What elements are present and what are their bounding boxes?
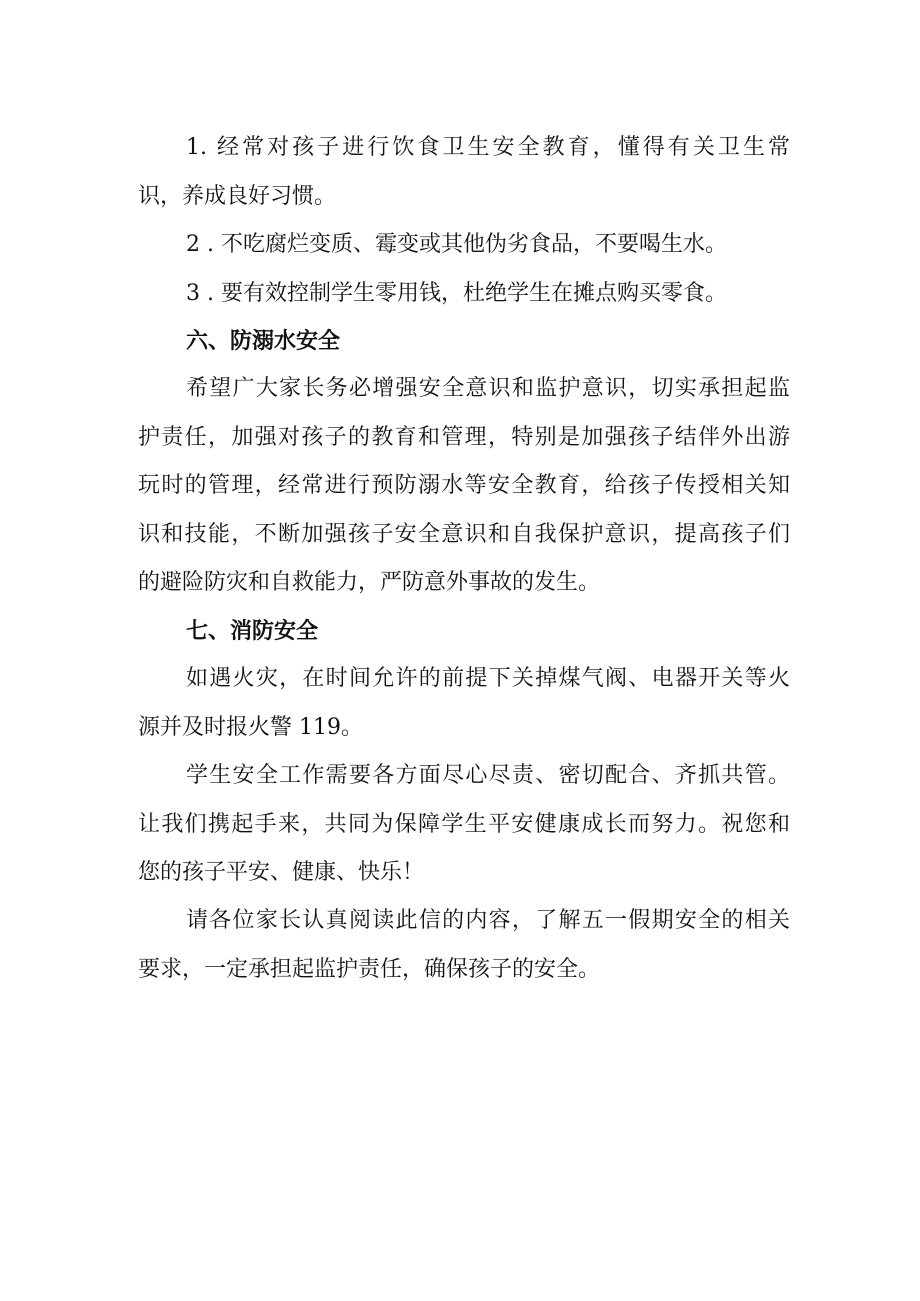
section6-line5: 的避险防灾和自救能力，严防意外事故的发生。 bbox=[138, 570, 601, 595]
section6-line4: 识和技能，不断加强孩子安全意识和自我保护意识，提高孩子们 bbox=[138, 522, 790, 547]
closing-para2-line1: 请各位家长认真阅读此信的内容，了解五一假期安全的相关 bbox=[186, 908, 790, 933]
section6-line3: 玩时的管理，经常进行预防溺水等安全教育，给孩子传授相关知 bbox=[138, 473, 790, 498]
section6-line2: 护责任，加强对孩子的教育和管理，特别是加强孩子结伴外出游 bbox=[138, 425, 790, 450]
section7-heading: 七、消防安全 bbox=[186, 619, 319, 644]
item2: 2 . 不吃腐烂变质、霉变或其他伪劣食品，不要喝生水。 bbox=[186, 232, 727, 257]
item1-line2: 识，养成良好习惯。 bbox=[138, 184, 337, 209]
section7-line2: 源并及时报火警 119。 bbox=[138, 715, 363, 740]
section6-line1: 希望广大家长务必增强安全意识和监护意识，切实承担起监 bbox=[186, 376, 790, 401]
closing-para1-line2: 让我们携起手来，共同为保障学生平安健康成长而努力。祝您和 bbox=[138, 812, 790, 837]
closing-para2-line2: 要求，一定承担起监护责任，确保孩子的安全。 bbox=[138, 957, 601, 982]
item1-line1: 1. 经常对孩子进行饮食卫生安全教育，懂得有关卫生常 bbox=[186, 135, 790, 160]
item3: 3 . 要有效控制学生零用钱，杜绝学生在摊点购买零食。 bbox=[186, 281, 727, 306]
section6-heading: 六、防溺水安全 bbox=[186, 329, 341, 354]
section7-line1: 如遇火灾，在时间允许的前提下关掉煤气阀、电器开关等火 bbox=[186, 666, 790, 691]
closing-para1-line3: 您的孩子平安、健康、快乐！ bbox=[138, 860, 425, 885]
closing-para1-line1: 学生安全工作需要各方面尽心尽责、密切配合、齐抓共管。 bbox=[186, 763, 790, 788]
